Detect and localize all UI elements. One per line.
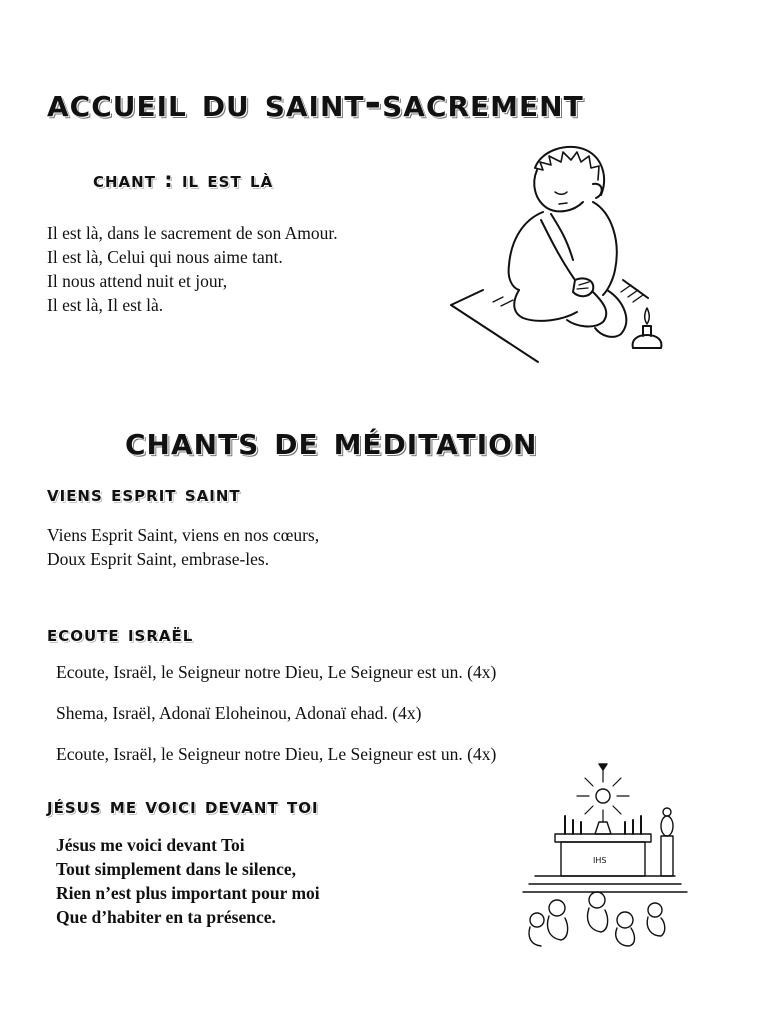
- lyrics-ecoute-israel: [56, 660, 496, 783]
- section-title-meditation: chants de méditation: [125, 418, 538, 464]
- lyric-line: Il nous attend nuit et jour,: [47, 271, 228, 291]
- lyric-line: Ecoute, Israël, le Seigneur notre Dieu, Le Seigneur est un. (4x): [56, 744, 497, 764]
- lyric-line: Jésus me voici devant Toi: [56, 835, 245, 855]
- song-title-ecoute-israel: ecoute israël: [47, 622, 194, 646]
- lyric-line: Viens Esprit Saint, viens en nos cœurs,: [47, 525, 320, 545]
- song-title-jesus-me-voici: jésus me voici devant toi: [47, 794, 319, 818]
- lyric-line: Il est là, Celui qui nous aime tant.: [47, 247, 283, 267]
- lyric-line: Tout simplement dans le silence,: [56, 859, 296, 879]
- praying-child-icon: [443, 140, 668, 365]
- monstrance-label: IHS: [593, 856, 607, 865]
- lyrics-viens-esprit: [47, 523, 319, 571]
- lyric-line: Ecoute, Israël, le Seigneur notre Dieu, Le Seigneur est un. (4x): [56, 662, 497, 682]
- lyrics-jesus-me-voici: [56, 833, 320, 929]
- altar-adoration-icon: [515, 760, 695, 950]
- lyric-line: Que d’habiter en ta présence.: [56, 907, 276, 927]
- lyric-line: Il est là, dans le sacrement de son Amour.: [47, 223, 338, 243]
- lyric-line: Doux Esprit Saint, embrase-les.: [47, 549, 270, 569]
- lyric-line: Shema, Israël, Adonaï Eloheinou, Adonaï ehad. (4x): [56, 703, 422, 723]
- song-title-viens-esprit: viens esprit saint: [47, 482, 241, 506]
- lyrics-il-est-la: [47, 221, 338, 317]
- lyric-line: Il est là, Il est là.: [47, 295, 164, 315]
- lyric-line: Rien n’est plus important pour moi: [56, 883, 320, 903]
- main-title: accueil du saint-sacrement: [47, 80, 584, 126]
- song-title-il-est-la: chant : il est là: [93, 168, 274, 192]
